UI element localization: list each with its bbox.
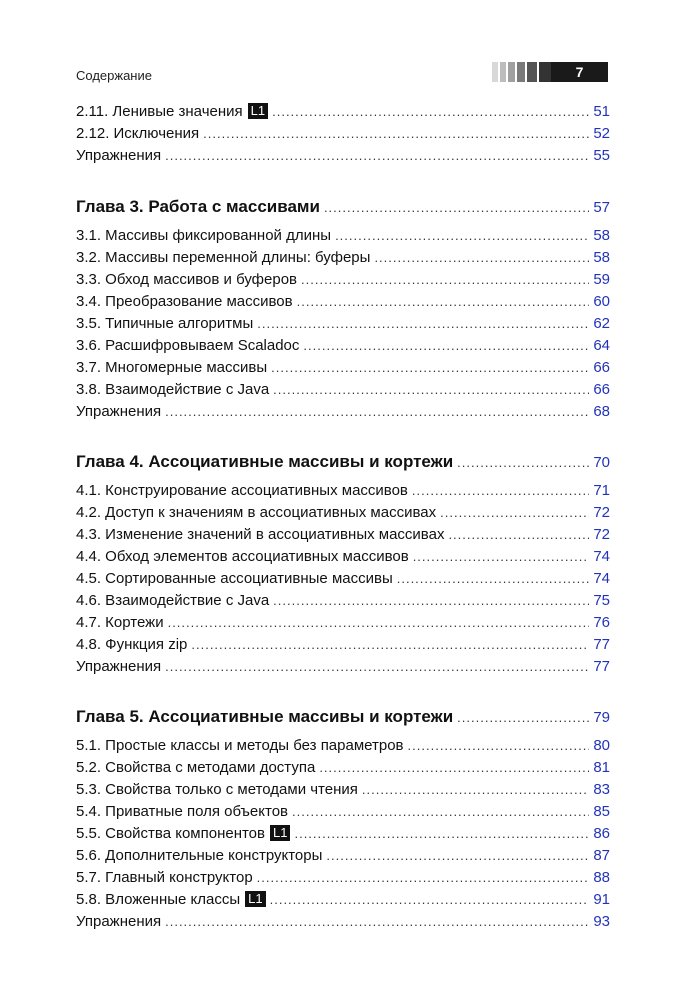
- toc-entry-page: 91: [593, 891, 610, 908]
- toc-entry-page: 71: [593, 482, 610, 499]
- toc-entry-title: 3.5. Типичные алгоритмы: [76, 315, 254, 332]
- toc-entry-page: 66: [593, 381, 610, 398]
- level-badge: L1: [245, 891, 265, 907]
- level-badge: L1: [270, 825, 290, 841]
- toc-entry-page: 76: [593, 614, 610, 631]
- dot-leader: [165, 659, 589, 674]
- toc-entry[interactable]: [76, 315, 610, 337]
- toc-entry[interactable]: [76, 781, 610, 803]
- dot-leader: [297, 294, 590, 309]
- toc-entry[interactable]: [76, 869, 610, 891]
- dot-leader: [303, 338, 589, 353]
- chapter-heading[interactable]: [76, 707, 610, 733]
- toc-entry[interactable]: [76, 227, 610, 249]
- dot-leader: [412, 483, 589, 498]
- toc-entry-title: 3.7. Многомерные массивы: [76, 359, 268, 376]
- toc-entry-title: 3.1. Массивы фиксированной длины: [76, 227, 332, 244]
- dot-leader: [257, 870, 590, 885]
- toc-entry[interactable]: [76, 103, 610, 125]
- toc-entry-page: 88: [593, 869, 610, 886]
- toc-entry-page: 80: [593, 737, 610, 754]
- toc-entry[interactable]: [76, 403, 610, 425]
- toc-entry[interactable]: [76, 592, 610, 614]
- toc-entry-title: 3.3. Обход массивов и буферов: [76, 271, 298, 288]
- dot-leader: [397, 571, 590, 586]
- toc-entry-page: 60: [593, 293, 610, 310]
- chapter-page: 57: [593, 199, 610, 216]
- toc-entry-page: 58: [593, 249, 610, 266]
- toc-entry-title: 4.7. Кортежи: [76, 614, 164, 631]
- chapter-title: Глава 4. Ассоциативные массивы и кортежи: [76, 452, 454, 471]
- toc-entry[interactable]: [76, 482, 610, 504]
- toc-entry[interactable]: [76, 359, 610, 381]
- toc-entry[interactable]: [76, 147, 610, 169]
- dot-leader: [335, 228, 589, 243]
- toc-entry[interactable]: [76, 293, 610, 315]
- dot-leader: [324, 200, 589, 215]
- dot-leader: [374, 250, 589, 265]
- dot-leader: [294, 826, 589, 841]
- toc-entry-title: 5.1. Простые классы и методы без параметров: [76, 737, 404, 754]
- toc-entry-page: 83: [593, 781, 610, 798]
- dot-leader: [440, 505, 589, 520]
- dot-leader: [273, 382, 589, 397]
- toc-entry-title: 3.2. Массивы переменной длины: буферы: [76, 249, 371, 266]
- toc-group: [76, 707, 610, 935]
- toc-entry[interactable]: [76, 636, 610, 658]
- toc-entry-title: 3.4. Преобразование массивов: [76, 293, 293, 310]
- toc-entry-title: 3.6. Расшифровываем Scaladoc: [76, 337, 300, 354]
- toc-entry[interactable]: [76, 337, 610, 359]
- toc-entry-title: 4.3. Изменение значений в ассоциативных массивах: [76, 526, 445, 543]
- toc-entry-page: 93: [593, 913, 610, 930]
- toc-entry-title: Упражнения: [76, 403, 162, 420]
- toc-entry-page: 77: [593, 658, 610, 675]
- toc-entry-page: 85: [593, 803, 610, 820]
- toc-entry[interactable]: [76, 891, 610, 913]
- toc-entry-page: 74: [593, 548, 610, 565]
- section-label: Содержание: [76, 68, 152, 83]
- chapter-page: 79: [593, 709, 610, 726]
- dot-leader: [292, 804, 589, 819]
- dot-leader: [362, 782, 589, 797]
- toc-entry-page: 81: [593, 759, 610, 776]
- toc-entry-page: 72: [593, 526, 610, 543]
- dot-leader: [191, 637, 589, 652]
- toc-entry[interactable]: [76, 614, 610, 636]
- toc-entry-title: 5.2. Свойства с методами доступа: [76, 759, 316, 776]
- dot-leader: [270, 892, 590, 907]
- level-badge: L1: [248, 103, 268, 119]
- toc-entry-title: 5.7. Главный конструктор: [76, 869, 253, 886]
- toc-entry[interactable]: [76, 803, 610, 825]
- toc-entry-page: 75: [593, 592, 610, 609]
- toc-entry-page: 62: [593, 315, 610, 332]
- toc-entry[interactable]: [76, 381, 610, 403]
- toc-entry-page: 86: [593, 825, 610, 842]
- toc-entry[interactable]: [76, 271, 610, 293]
- dot-leader: [271, 360, 589, 375]
- toc-entry-page: 74: [593, 570, 610, 587]
- page-number: 7: [551, 62, 608, 82]
- toc-entry-title: 5.3. Свойства только с методами чтения: [76, 781, 358, 798]
- toc-entry-title: 4.8. Функция zip: [76, 636, 188, 653]
- toc-entry[interactable]: [76, 548, 610, 570]
- toc-entry-title: Упражнения: [76, 147, 162, 164]
- toc-entry[interactable]: [76, 913, 610, 935]
- toc-group: [76, 103, 610, 169]
- toc-entry-page: 55: [593, 147, 610, 164]
- toc-entry-title: 5.4. Приватные поля объектов: [76, 803, 289, 820]
- toc-entry[interactable]: [76, 658, 610, 680]
- dot-leader: [457, 710, 589, 725]
- chapter-heading[interactable]: [76, 197, 610, 223]
- dot-leader: [273, 593, 589, 608]
- toc-entry[interactable]: [76, 526, 610, 548]
- chapter-heading[interactable]: [76, 452, 610, 478]
- dot-leader: [326, 848, 589, 863]
- toc-entry-title: 5.8. Вложенные классы: [76, 891, 241, 908]
- toc-entry-title: 4.2. Доступ к значениям в ассоциативных массивах: [76, 504, 437, 521]
- dot-leader: [272, 104, 589, 119]
- chapter-page: 70: [593, 454, 610, 471]
- toc-entry-title: 3.8. Взаимодействие с Java: [76, 381, 270, 398]
- toc-entry-title: 5.6. Дополнительные конструкторы: [76, 847, 323, 864]
- dot-leader: [168, 615, 590, 630]
- toc-entry-page: 58: [593, 227, 610, 244]
- toc-entry-page: 87: [593, 847, 610, 864]
- dot-leader: [301, 272, 589, 287]
- toc-entry-title: 4.1. Конструирование ассоциативных массивов: [76, 482, 408, 499]
- toc-entry[interactable]: [76, 737, 610, 759]
- toc-entry-title: Упражнения: [76, 913, 162, 930]
- dot-leader: [257, 316, 589, 331]
- dot-leader: [413, 549, 590, 564]
- toc-entry[interactable]: [76, 504, 610, 526]
- toc-entry-title: 2.12. Исключения: [76, 125, 200, 142]
- toc-entry-title: Упражнения: [76, 658, 162, 675]
- toc-group: [76, 197, 610, 425]
- dot-leader: [319, 760, 589, 775]
- toc-entry-page: 72: [593, 504, 610, 521]
- toc-entry-page: 77: [593, 636, 610, 653]
- toc-entry-title: 4.5. Сортированные ассоциативные массивы: [76, 570, 393, 587]
- toc-entry-title: 4.6. Взаимодействие с Java: [76, 592, 270, 609]
- toc-entry-title: 4.4. Обход элементов ассоциативных массивов: [76, 548, 409, 565]
- toc-entry-title: 2.11. Ленивые значения: [76, 103, 243, 120]
- toc-entry-page: 52: [593, 125, 610, 142]
- toc-entry[interactable]: [76, 759, 610, 781]
- dot-leader: [203, 126, 589, 141]
- dot-leader: [165, 148, 589, 163]
- dot-leader: [448, 527, 589, 542]
- toc-entry[interactable]: [76, 125, 610, 147]
- toc-entry-page: 66: [593, 359, 610, 376]
- dot-leader: [457, 455, 589, 470]
- toc-entry[interactable]: [76, 825, 610, 847]
- toc-entry-page: 64: [593, 337, 610, 354]
- toc-entry[interactable]: [76, 847, 610, 869]
- toc-entry-page: 68: [593, 403, 610, 420]
- chapter-title: Глава 5. Ассоциативные массивы и кортежи: [76, 707, 454, 726]
- dot-leader: [165, 914, 589, 929]
- toc-group: [76, 452, 610, 680]
- dot-leader: [165, 404, 589, 419]
- toc-entry-page: 51: [593, 103, 610, 120]
- dot-leader: [408, 738, 590, 753]
- toc-entry-title: 5.5. Свойства компонентов: [76, 825, 265, 842]
- toc-entry-page: 59: [593, 271, 610, 288]
- toc-entry[interactable]: [76, 570, 610, 592]
- chapter-title: Глава 3. Работа с массивами: [76, 197, 320, 216]
- toc-entry[interactable]: [76, 249, 610, 271]
